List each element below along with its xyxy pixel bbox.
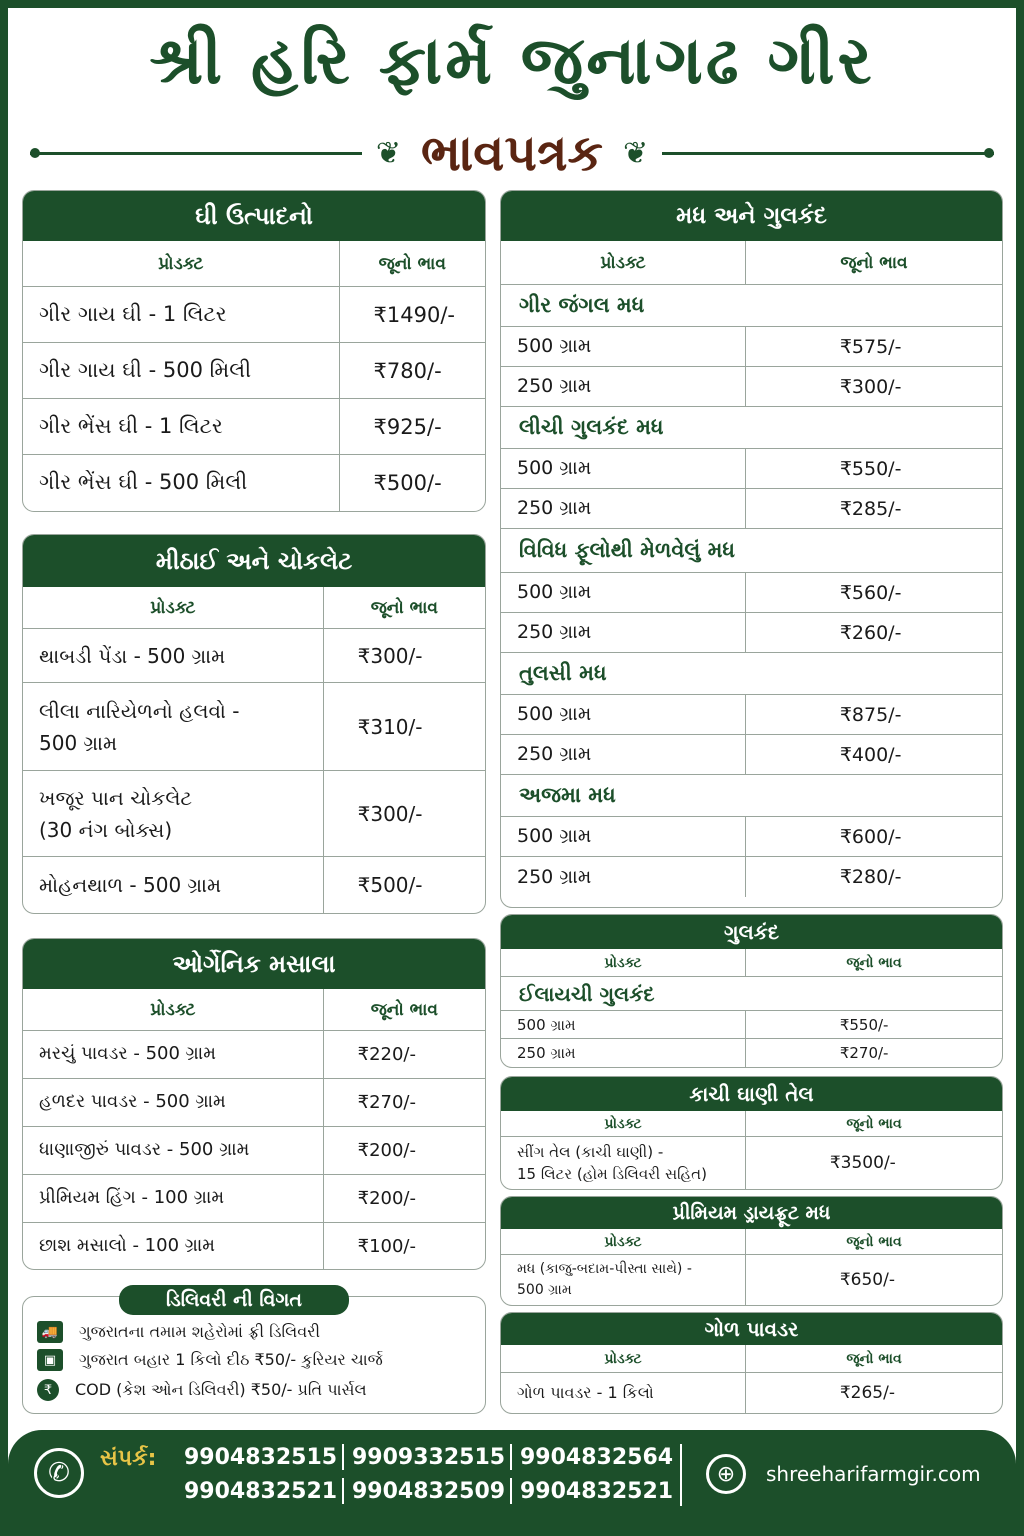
product-price: ₹220/- bbox=[357, 1044, 416, 1065]
phone-number[interactable]: 9909332515 bbox=[352, 1444, 506, 1470]
product-size: 250 ગ્રામ bbox=[501, 367, 746, 406]
phone-number[interactable]: 9904832515 bbox=[184, 1444, 338, 1470]
honey-column-header bbox=[501, 241, 1002, 285]
honey-group-title: વિવિધ ફૂલોથી મેળવેલું મધ bbox=[501, 529, 1002, 573]
product-name: છાશ મસાલો - 100 ગ્રામ bbox=[23, 1223, 324, 1269]
table-row bbox=[23, 343, 485, 399]
product-price: ₹300/- bbox=[839, 375, 902, 398]
column-price: જૂનો ભાવ bbox=[370, 597, 438, 618]
product-price: ₹550/- bbox=[839, 1015, 889, 1034]
honey-group-title: અજમા મધ bbox=[501, 775, 1002, 817]
rupee-icon: ₹ bbox=[37, 1379, 59, 1401]
swirl-ornament-icon: ❦ bbox=[375, 135, 402, 171]
dryfruit-heading: પ્રીમિયમ ડ્રાયફ્રૂટ મધ bbox=[501, 1197, 1002, 1229]
product-name bbox=[23, 683, 324, 770]
product-price: ₹600/- bbox=[839, 825, 902, 848]
column-price: જૂનો ભાવ bbox=[370, 999, 438, 1020]
product-size: 500 ગ્રામ bbox=[501, 573, 746, 612]
honey-group-title: તુલસી મધ bbox=[501, 653, 1002, 695]
delivery-heading: ડિલિવરી ની વિગત bbox=[119, 1285, 349, 1315]
table-row bbox=[23, 1175, 485, 1223]
column-price: જૂનો ભાવ bbox=[846, 954, 902, 971]
table-row bbox=[23, 629, 485, 683]
column-product: પ્રોડક્ટ bbox=[501, 1345, 746, 1372]
gulkand-card bbox=[500, 914, 1003, 1068]
table-row bbox=[501, 1011, 1002, 1039]
product-size: 500 ગ્રામ bbox=[501, 695, 746, 734]
product-name-line1: સીંગ તેલ (કાચી ઘાણી) - bbox=[517, 1142, 664, 1161]
product-name: ગીર ગાય ઘી - 1 લિટર bbox=[23, 287, 340, 342]
table-row bbox=[501, 1039, 1002, 1067]
ghee-card bbox=[22, 190, 486, 512]
divider-right bbox=[662, 152, 994, 155]
masala-heading: ઓર્ગેનિક મસાલા bbox=[23, 939, 485, 989]
product-name: મરચું પાવડર - 500 ગ્રામ bbox=[23, 1031, 324, 1078]
gulkand-group-title: ઈલાયચી ગુલકંદ bbox=[501, 977, 1002, 1011]
honey-heading: મધ અને ગુલકંદ bbox=[501, 191, 1002, 241]
column-price: જૂનો ભાવ bbox=[378, 253, 446, 274]
sweets-card bbox=[22, 534, 486, 914]
product-price: ₹500/- bbox=[357, 873, 423, 897]
ghee-heading: ઘી ઉત્પાદનો bbox=[23, 191, 485, 241]
product-name-line2: 15 લિટર (હોમ ડિલિવરી સહિત) bbox=[517, 1165, 707, 1183]
honey-group-title: ગીર જંગલ મધ bbox=[501, 285, 1002, 327]
column-price: જૂનો ભાવ bbox=[846, 1350, 902, 1367]
product-name-line1: મધ (કાજુ-બદામ-પીસ્તા સાથે) - bbox=[517, 1261, 692, 1277]
product-price: ₹780/- bbox=[373, 358, 442, 383]
table-row bbox=[501, 573, 1002, 613]
product-size: 500 ગ્રામ bbox=[501, 449, 746, 488]
page-title: શ્રી હરિ ફાર્મ જુનાગઢ ગીર bbox=[149, 22, 875, 99]
contact-label: સંપર્ક: bbox=[100, 1446, 157, 1471]
product-size: 250 ગ્રામ bbox=[501, 489, 746, 528]
table-row bbox=[23, 287, 485, 343]
product-price: ₹925/- bbox=[373, 414, 442, 439]
product-name: ગીર ગાય ઘી - 500 મિલી bbox=[23, 343, 340, 398]
product-price: ₹1490/- bbox=[373, 302, 456, 327]
table-row bbox=[23, 1031, 485, 1079]
sweets-heading: મીઠાઈ અને ચોકલેટ bbox=[23, 535, 485, 587]
product-name: હળદર પાવડર - 500 ગ્રામ bbox=[23, 1079, 324, 1126]
phone-number[interactable]: 9904832509 bbox=[352, 1478, 506, 1504]
swirl-ornament-icon: ❦ bbox=[622, 135, 649, 171]
product-name: ગોળ પાવડર - 1 કિલો bbox=[501, 1373, 746, 1413]
table-row bbox=[23, 771, 485, 857]
product-price: ₹400/- bbox=[839, 743, 902, 766]
column-price: જૂનો ભાવ bbox=[846, 1233, 902, 1250]
table-row bbox=[501, 735, 1002, 775]
product-name-line2: 500 ગ્રામ bbox=[39, 730, 118, 755]
column-product: પ્રોડક્ટ bbox=[23, 989, 324, 1030]
oil-column-header bbox=[501, 1111, 1002, 1137]
product-price: ₹650/- bbox=[839, 1270, 895, 1290]
delivery-item bbox=[37, 1379, 367, 1401]
product-price: ₹300/- bbox=[357, 643, 423, 668]
product-name: થાબડી પેંડા - 500 ગ્રામ bbox=[23, 629, 324, 682]
product-name: મોહનથાળ - 500 ગ્રામ bbox=[23, 857, 324, 913]
phone-number[interactable]: 9904832521 bbox=[520, 1478, 674, 1504]
product-name: ધાણાજીરું પાવડર - 500 ગ્રામ bbox=[23, 1127, 324, 1174]
product-price: ₹875/- bbox=[839, 703, 902, 726]
product-size: 500 ગ્રામ bbox=[501, 1011, 746, 1038]
product-name-line2: (30 નંગ બોક્સ) bbox=[39, 817, 173, 842]
product-size: 250 ગ્રામ bbox=[501, 857, 746, 897]
table-row bbox=[23, 857, 485, 913]
delivery-item bbox=[37, 1321, 320, 1343]
product-price: ₹575/- bbox=[839, 335, 902, 358]
gulkand-heading: ગુલકંદ bbox=[501, 915, 1002, 949]
column-product: પ્રોડક્ટ bbox=[501, 1111, 746, 1136]
phone-separator bbox=[510, 1444, 512, 1470]
gulkand-column-header bbox=[501, 949, 1002, 977]
product-name: ગીર ભેંસ ઘી - 1 લિટર bbox=[23, 399, 340, 454]
product-price: ₹270/- bbox=[357, 1092, 416, 1113]
product-name-line1: ખજૂર પાન ચોકલેટ bbox=[39, 785, 193, 810]
table-row bbox=[501, 327, 1002, 367]
table-row bbox=[501, 449, 1002, 489]
website-link[interactable]: shreeharifarmgir.com bbox=[766, 1462, 981, 1486]
phone-number[interactable]: 9904832521 bbox=[184, 1478, 338, 1504]
product-price: ₹200/- bbox=[357, 1188, 416, 1209]
sweets-column-header bbox=[23, 587, 485, 629]
delivery-text: COD (કેશ ઓન ડિલિવરી) ₹50/- પ્રતિ પાર્સલ bbox=[75, 1380, 367, 1399]
column-product: પ્રોડક્ટ bbox=[501, 1229, 746, 1254]
table-row bbox=[501, 1255, 1002, 1305]
delivery-text: ગુજરાતના તમામ શહેરોમાં ફ્રી ડિલિવરી bbox=[79, 1322, 321, 1341]
product-size: 250 ગ્રામ bbox=[501, 1039, 746, 1067]
phone-list bbox=[184, 1440, 674, 1508]
box-icon: ▣ bbox=[37, 1349, 63, 1371]
dryfruit-card bbox=[500, 1196, 1003, 1306]
product-name-line2: 500 ગ્રામ bbox=[517, 1282, 572, 1298]
table-row bbox=[501, 695, 1002, 735]
product-name: ગીર ભેંસ ઘી - 500 મિલી bbox=[23, 455, 340, 511]
footer bbox=[8, 1430, 1016, 1536]
table-row bbox=[23, 1079, 485, 1127]
phone-separator bbox=[510, 1478, 512, 1504]
product-price: ₹300/- bbox=[357, 801, 423, 826]
product-size: 500 ગ્રામ bbox=[501, 327, 746, 366]
honey-card bbox=[500, 190, 1003, 908]
product-size: 250 ગ્રામ bbox=[501, 613, 746, 652]
phone-separator bbox=[342, 1478, 344, 1504]
table-row bbox=[501, 1373, 1002, 1413]
delivery-box bbox=[22, 1289, 486, 1414]
table-row bbox=[23, 455, 485, 511]
product-price: ₹100/- bbox=[357, 1235, 416, 1257]
column-price: જૂનો ભાવ bbox=[846, 1115, 902, 1132]
table-row bbox=[23, 1127, 485, 1175]
phone-icon: ✆ bbox=[34, 1448, 84, 1498]
product-price: ₹260/- bbox=[839, 621, 902, 644]
masala-column-header bbox=[23, 989, 485, 1031]
product-size: 250 ગ્રામ bbox=[501, 735, 746, 774]
product-price: ₹270/- bbox=[839, 1044, 889, 1062]
table-row bbox=[23, 399, 485, 455]
oil-card bbox=[500, 1076, 1003, 1190]
delivery-item bbox=[37, 1349, 383, 1371]
jaggery-heading: ગોળ પાવડર bbox=[501, 1313, 1002, 1345]
table-row bbox=[501, 489, 1002, 529]
footer-separator bbox=[680, 1444, 682, 1506]
honey-group-title: લીચી ગુલકંદ મધ bbox=[501, 407, 1002, 449]
product-name bbox=[501, 1255, 746, 1305]
table-row bbox=[501, 817, 1002, 857]
dryfruit-column-header bbox=[501, 1229, 1002, 1255]
column-product: પ્રોડક્ટ bbox=[23, 241, 340, 286]
product-price: ₹310/- bbox=[357, 714, 423, 739]
product-price: ₹285/- bbox=[839, 497, 902, 520]
product-price: ₹560/- bbox=[839, 581, 902, 604]
truck-icon: 🚚 bbox=[37, 1321, 63, 1343]
column-product: પ્રોડક્ટ bbox=[501, 949, 746, 976]
ghee-column-header bbox=[23, 241, 485, 287]
product-price: ₹500/- bbox=[373, 471, 442, 495]
divider-left bbox=[30, 152, 362, 155]
product-price: ₹200/- bbox=[357, 1140, 416, 1161]
phone-row bbox=[184, 1474, 674, 1508]
table-row bbox=[501, 1137, 1002, 1189]
product-name-line1: લીલા નારિયેળનો હલવો - bbox=[39, 698, 240, 723]
jaggery-column-header bbox=[501, 1345, 1002, 1373]
jaggery-card bbox=[500, 1312, 1003, 1414]
product-price: ₹3500/- bbox=[829, 1153, 896, 1173]
product-price: ₹280/- bbox=[839, 866, 902, 888]
phone-row bbox=[184, 1440, 674, 1474]
masala-card bbox=[22, 938, 486, 1270]
table-row bbox=[501, 613, 1002, 653]
oil-heading: કાચી ઘાણી તેલ bbox=[501, 1077, 1002, 1111]
column-product: પ્રોડક્ટ bbox=[23, 587, 324, 628]
phone-separator bbox=[342, 1444, 344, 1470]
delivery-text: ગુજરાત બહાર 1 કિલો દીઠ ₹50/- કુરિયર ચાર્જ bbox=[79, 1350, 383, 1369]
product-size: 500 ગ્રામ bbox=[501, 817, 746, 856]
table-row bbox=[23, 683, 485, 771]
globe-icon: ⊕ bbox=[706, 1454, 746, 1494]
product-price: ₹265/- bbox=[839, 1383, 895, 1403]
page-subtitle: ભાવપત્રક bbox=[421, 123, 603, 182]
column-price: જૂનો ભાવ bbox=[840, 252, 908, 273]
subtitle-row bbox=[30, 118, 994, 188]
product-price: ₹550/- bbox=[839, 457, 902, 480]
product-name: પ્રીમિયમ હિંગ - 100 ગ્રામ bbox=[23, 1175, 324, 1222]
table-row bbox=[501, 367, 1002, 407]
phone-number[interactable]: 9904832564 bbox=[520, 1444, 674, 1470]
product-name bbox=[501, 1137, 746, 1189]
table-row bbox=[23, 1223, 485, 1269]
product-name bbox=[23, 771, 324, 856]
column-product: પ્રોડક્ટ bbox=[501, 241, 746, 284]
table-row bbox=[501, 857, 1002, 897]
